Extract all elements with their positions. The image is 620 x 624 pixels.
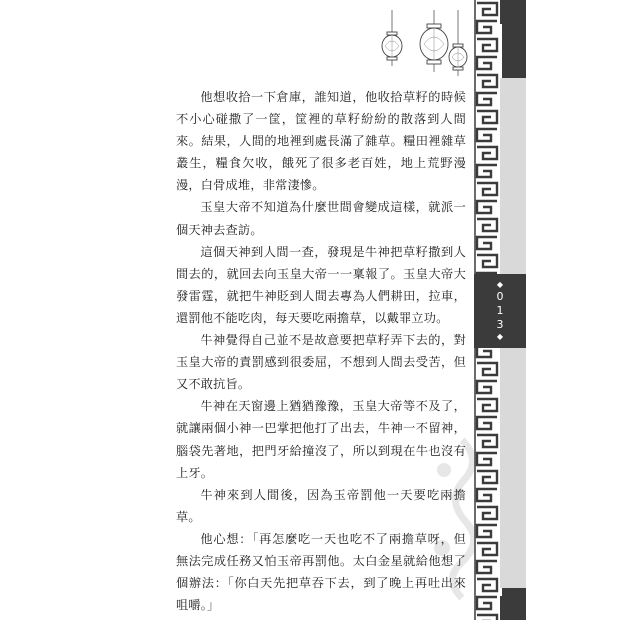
- page-number-text: 013: [493, 290, 507, 332]
- border-bottom-cap: [500, 596, 526, 620]
- paragraph: 這個天神到人間一查，發現是牛神把草籽撒到人間去的，就回去向玉皇大帝一一稟報了。玉皇大帝大發雷霆，就把牛神貶到人間去專為人們耕田，拉車，還罰他不能吃肉，每天要吃兩擔草，以戴罪立功。: [176, 244, 466, 325]
- folio-marker-icon: ◆: [495, 280, 505, 290]
- body-text: [176, 86, 466, 616]
- paragraph: 牛神來到人間後，因為玉帝罰他一天要吃兩擔草。: [176, 487, 466, 524]
- paragraph: 牛神在天窗邊上猶猶豫豫，玉皇大帝等不及了，就讓兩個小神一巴掌把他打了出去，牛神一不留神，腦袋先著地，把門牙給撞沒了，所以到現在牛也沒有上牙。: [176, 399, 466, 480]
- page-number: [480, 281, 520, 341]
- lantern-icon: [372, 10, 482, 80]
- paragraph: 牛神覺得自己並不是故意要把草籽弄下去的，對玉皇大帝的責罰感到很委屈，不想到人間去受苦，但又不敢抗旨。: [176, 333, 466, 392]
- paragraph: 他想收拾一下倉庫，誰知道，他收拾草籽的時候不小心碰撒了一筐，筐裡的草籽紛紛的散落到人間來。結果，人間的地裡到處長滿了雜草。糧田裡雜草叢生，糧食欠收，餓死了很多老百姓，地上荒野漫漫，白骨成堆，非常淒慘。: [176, 90, 466, 193]
- paragraph: 玉皇大帝不知道為什麼世間會變成這樣，就派一個天神去查訪。: [176, 200, 466, 237]
- border-light-section: [500, 348, 526, 588]
- border-top-cap: [500, 0, 526, 24]
- folio-marker-icon: ◆: [495, 332, 505, 342]
- border-light-section: [500, 78, 526, 274]
- paragraph: 他心想：「再怎麼吃一天也吃不了兩擔草呀，但無法完成任務又怕玉帝再罰他。太白金星就給他想了個辦法：「你白天先把草吞下去，到了晚上再吐出來咀嚼。」: [176, 531, 466, 613]
